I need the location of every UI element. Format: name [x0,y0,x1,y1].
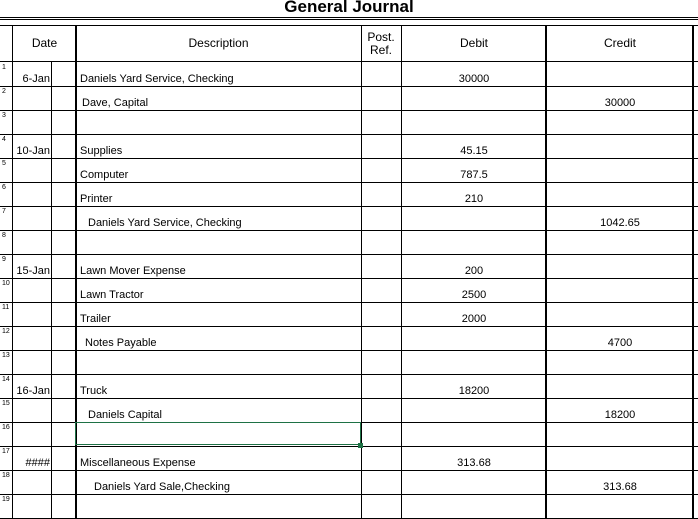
selected-cell[interactable] [75,422,361,445]
date-cell[interactable]: 16-Jan [16,385,50,397]
description-cell[interactable]: Truck [80,385,108,397]
header-bottom-rule [0,61,698,62]
description-cell[interactable]: Notes Payable [85,337,157,349]
debit-cell[interactable]: 18200 [458,385,490,397]
row-number: 14 [2,376,10,383]
debit-cell[interactable]: 787.5 [460,169,488,181]
credit-cell[interactable]: 313.68 [603,481,637,493]
row-number: 13 [2,352,10,359]
table-row [0,231,698,255]
credit-cell[interactable]: 30000 [604,97,636,109]
table-row [0,279,698,303]
debit-cell[interactable]: 2000 [461,313,487,325]
row-number: 15 [2,400,10,407]
row-number: 18 [2,472,10,479]
table-row [0,351,698,375]
debit-cell[interactable]: 2500 [461,289,487,301]
col-header-description[interactable]: Description [188,36,249,50]
fill-handle[interactable] [358,443,363,448]
date-cell[interactable]: 10-Jan [16,145,50,157]
table-row [0,399,698,423]
description-cell[interactable]: Computer [80,169,129,181]
debit-cell[interactable]: 200 [464,265,484,277]
table-row [0,255,698,279]
row-number: 7 [2,208,6,215]
table-row [0,375,698,399]
description-cell[interactable]: Daniels Capital [88,409,162,421]
journal-title: General Journal [284,0,414,16]
col-border-g [692,26,694,518]
table-row [0,63,698,87]
table-row [0,87,698,111]
row-number: 17 [2,448,10,455]
description-cell[interactable]: Dave, Capital [82,97,149,109]
row-number: 10 [2,280,10,287]
debit-cell[interactable]: 30000 [458,73,490,85]
row-number: 1 [2,64,6,71]
table-row [0,207,698,231]
col-border-a [12,26,13,518]
col-border-b [51,62,52,518]
post-ref-label-1: Post. [367,29,395,44]
header-top-rule [0,17,698,18]
table-row [0,135,698,159]
row-number: 6 [2,184,6,191]
col-header-credit[interactable]: Credit [603,36,636,50]
credit-cell[interactable]: 1042.65 [600,217,640,229]
row-number: 2 [2,88,6,95]
description-cell[interactable]: Miscellaneous Expense [80,457,196,469]
header-top-rule-2 [0,19,698,20]
row-number: 12 [2,328,10,335]
col-header-post-ref[interactable] [361,26,401,61]
row-number: 8 [2,232,6,239]
date-cell[interactable]: #### [25,457,50,469]
col-border-f [545,26,547,518]
row-number: 19 [2,496,10,503]
debit-cell[interactable]: 210 [464,193,484,205]
row-number: 11 [2,304,10,311]
table-row [0,159,698,183]
description-cell[interactable]: Daniels Yard Service, Checking [88,217,242,229]
col-header-date[interactable]: Date [31,36,58,50]
row-number: 3 [2,112,6,119]
row-number: 9 [2,256,6,263]
date-cell[interactable]: 15-Jan [16,265,50,277]
date-cell[interactable]: 6-Jan [22,73,50,85]
description-cell[interactable]: Supplies [80,145,123,157]
post-ref-label-2: Ref. [369,42,392,57]
description-cell[interactable]: Daniels Yard Service, Checking [80,73,234,85]
col-header-debit[interactable]: Debit [459,36,488,50]
table-row [0,183,698,207]
credit-cell[interactable]: 4700 [607,337,633,349]
debit-cell[interactable]: 313.68 [457,457,491,469]
credit-cell[interactable]: 18200 [604,409,636,421]
table-row [0,471,698,495]
description-cell[interactable]: Printer [80,193,113,205]
table-row [0,495,698,519]
row-number: 4 [2,136,6,143]
debit-cell[interactable]: 45.15 [460,145,488,157]
table-row [0,327,698,351]
table-row [0,447,698,471]
table-row [0,111,698,135]
row-number: 5 [2,160,6,167]
row-number: 16 [2,424,10,431]
description-cell[interactable]: Daniels Yard Sale,Checking [94,481,230,493]
description-cell[interactable]: Lawn Mover Expense [80,265,186,277]
description-cell[interactable]: Trailer [80,313,111,325]
table-row [0,303,698,327]
description-cell[interactable]: Lawn Tractor [80,289,144,301]
col-border-e [401,26,402,518]
